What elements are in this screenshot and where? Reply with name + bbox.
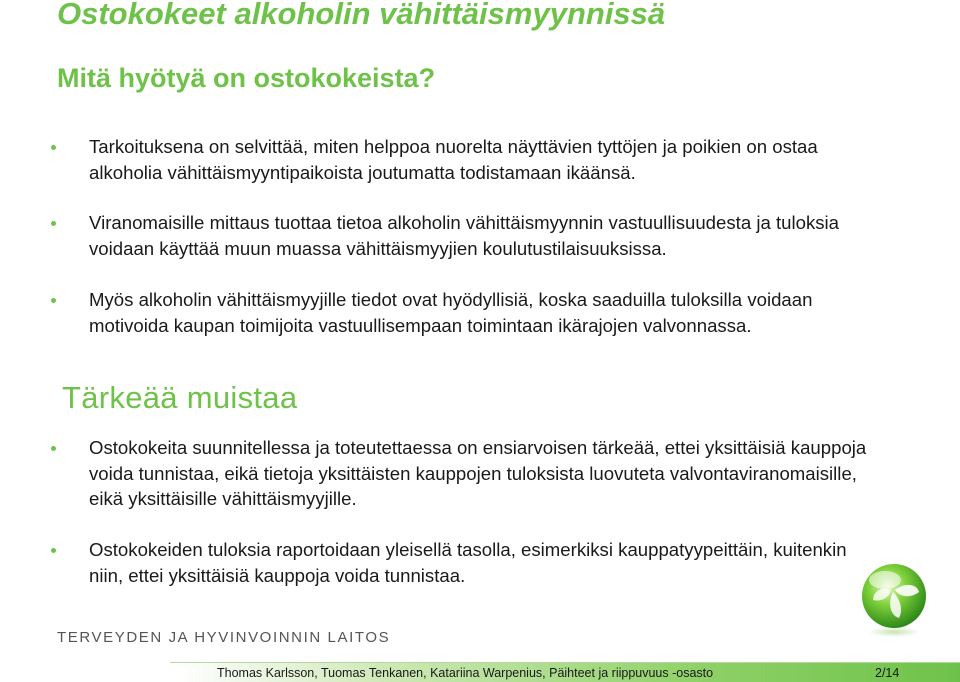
green-orb-leaf-logo-icon <box>855 560 933 638</box>
slide-subtitle: Mitä hyötyä on ostokokeista? <box>57 63 436 93</box>
footer-authors: Thomas Karlsson, Tuomas Tenkanen, Katariina Warpenius, Päihteet ja riippuvuus -osasto <box>217 666 714 680</box>
bullet-dot-icon <box>51 145 56 150</box>
bullet-text: Tarkoituksena on selvittää, miten helppoa nuorelta näyttävien tyttöjen ja poikien on ostaa alkoholia vähittäismyyntipaikoista joutumatta todistamaan ikäänsä. <box>89 136 818 183</box>
bullet-item <box>51 287 881 338</box>
bullet-text: Ostokokeiden tuloksia raportoidaan yleisellä tasolla, esimerkiksi kauppatyypeittäin, kuitenkin niin, ettei yksittäisiä kauppoja voida tunnistaa. <box>89 539 847 586</box>
page-number: 2/14 <box>875 666 900 680</box>
footer-divider <box>170 662 960 663</box>
slide-title: Ostokokeet alkoholin vähittäismyynnissä <box>57 0 666 31</box>
bullet-dot-icon <box>51 446 56 451</box>
bullet-item <box>51 210 881 261</box>
organization-name: TERVEYDEN JA HYVINVOINNIN LAITOS <box>57 629 391 646</box>
bullet-text: Viranomaisille mittaus tuottaa tietoa alkoholin vähittäismyynnin vastuullisuudesta ja tuloksia voidaan käyttää muun muassa vähittäismyyjien koulutustilaisuuksissa. <box>89 212 840 259</box>
bullet-text: Myös alkoholin vähittäismyyjille tiedot ovat hyödyllisiä, koska saaduilla tuloksilla voidaan motivoida kaupan toimijoita vastuullisempaan toimintaan ikärajojen valvonnassa. <box>89 289 813 336</box>
bullet-text: Ostokokeita suunnitellessa ja toteutettaessa on ensiarvoisen tärkeää, ettei yksittäisiä kauppoja voida tunnistaa, eikä tietoja yksittäisten kauppojen tuloksista luovuteta valvontaviranomaisille, eikä yksittäisille vähittäismyyjille. <box>89 437 867 509</box>
bullet-item <box>51 134 881 185</box>
bullet-item <box>51 537 881 588</box>
bullet-item <box>51 435 881 512</box>
bullet-dot-icon <box>51 221 56 226</box>
bullet-dot-icon <box>51 548 56 553</box>
bullet-dot-icon <box>51 298 56 303</box>
section-heading: Tärkeää muistaa <box>62 380 298 415</box>
